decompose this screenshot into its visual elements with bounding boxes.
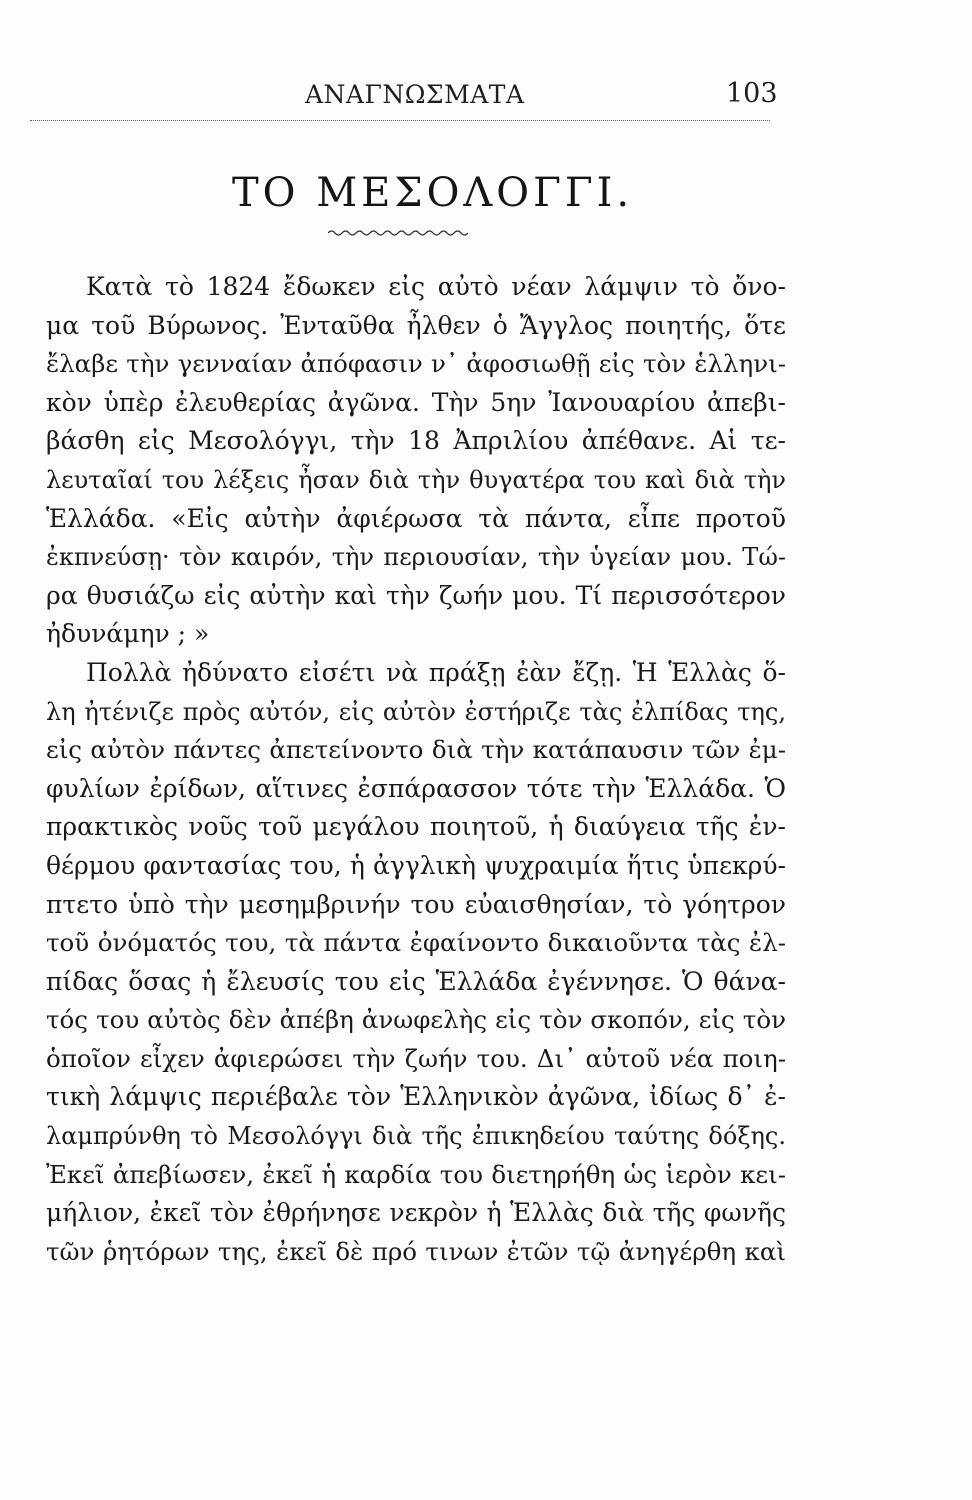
page-number: 103 xyxy=(726,78,778,109)
header-rule xyxy=(30,120,770,121)
text-line: κὸν ὑπὲρ ἐλευθερίας ἀγῶνα. Τὴν 5ην Ἰανουαρίου ἀπεβι- xyxy=(46,387,786,417)
text-line: ἔλαβε τὴν γενναίαν ἀπόφασιν ν᾽ ἀφοσιωθῇ εἰς τὸν ἑλληνι- xyxy=(46,349,786,379)
text-line: εἰς αὐτὸν πάντες ἀπετείνοντο διὰ τὴν κατάπαυσιν τῶν ἐμ- xyxy=(46,735,786,765)
text-line: τοῦ ὀνόματός του, τὰ πάντα ἐφαίνοντο δικαιοῦντα τὰς ἐλ- xyxy=(46,928,786,958)
text-line: Ἐκεῖ ἀπεβίωσεν, ἐκεῖ ἡ καρδία του διετηρήθη ὡς ἱερὸν κει- xyxy=(46,1159,786,1189)
text-line: ρα θυσιάζω εἰς αὐτὴν καὶ τὴν ζωήν μου. Τί περισσότερον xyxy=(46,580,786,610)
wavy-ornament-rule xyxy=(328,228,468,238)
text-line: λη ἠτένιζε πρὸς αὐτόν, εἰς αὐτὸν ἐστήριζε τὰς ἐλπίδας της, xyxy=(46,697,786,726)
text-line: πτετο ὑπὸ τὴν μεσημβρινήν του εὐαισθησίαν, τὸ γόητρον xyxy=(46,889,786,919)
text-line: Κατὰ τὸ 1824 ἔδωκεν εἰς αὐτὸ νέαν λάμψιν τὸ ὄνο- xyxy=(86,272,786,301)
text-line: μα τοῦ Βύρωνος. Ἐνταῦθα ἦλθεν ὁ Ἄγγλος ποιητής, ὅτε xyxy=(46,310,786,340)
text-line: βάσθη εἰς Μεσολόγγι, τὴν 18 Ἀπριλίου ἀπέθανε. Αἱ τε- xyxy=(46,426,786,456)
text-line: Ἑλλάδα. «Εἰς αὐτὴν ἀφιέρωσα τὰ πάντα, εἶπε προτοῦ xyxy=(46,503,786,533)
text-line: θέρμου φαντασίας του, ἡ ἀγγλικὴ ψυχραιμία ἥτις ὑπεκρύ- xyxy=(46,850,786,880)
text-line: ἠδυνάμην ; » xyxy=(46,619,210,649)
text-line: τός του αὐτὸς δὲν ἀπέβη ἀνωφελὴς εἰς τὸν σκοπόν, εἰς τὸν xyxy=(46,1005,786,1035)
text-line: πρακτικὸς νοῦς τοῦ μεγάλου ποιητοῦ, ἡ διαύγεια τῆς ἐν- xyxy=(46,812,786,842)
body-text xyxy=(46,268,786,1271)
running-title: ΑΝΑΓΝΩΣΜΑΤΑ xyxy=(305,80,525,109)
text-line: λαμπρύνθη τὸ Μεσολόγγι διὰ τῆς ἐπικηδείου ταύτης δόξης. xyxy=(46,1122,786,1151)
text-line: πίδας ὅσας ἡ ἔλευσίς του εἰς Ἑλλάδα ἐγέννησε. Ὁ θάνα- xyxy=(46,966,786,996)
text-line: ἐκπνεύσῃ· τὸν καιρόν, τὴν περιουσίαν, τὴν ὑγείαν μου. Τώ- xyxy=(46,543,786,572)
running-head xyxy=(0,72,972,122)
text-line: ὁποῖον εἶχεν ἀφιερώσει τὴν ζωήν του. Δι᾽ αὐτοῦ νέα ποιη- xyxy=(46,1043,786,1073)
text-line: φυλίων ἐρίδων, αἵτινες ἐσπάρασσον τότε τὴν Ἑλλάδα. Ὁ xyxy=(46,773,786,803)
text-line: τῶν ῥητόρων της, ἐκεῖ δὲ πρό τινων ἐτῶν τῷ ἀνηγέρθη καὶ xyxy=(46,1236,786,1266)
text-line: Πολλὰ ἠδύνατο εἰσέτι νὰ πράξῃ ἐὰν ἔζῃ. Ἡ Ἑλλὰς ὅ- xyxy=(86,657,786,687)
text-line: μήλιον, ἐκεῖ τὸν ἐθρήνησε νεκρὸν ἡ Ἑλλὰς διὰ τῆς φωνῆς xyxy=(46,1198,786,1228)
text-line: λευταῖαί του λέξεις ἦσαν διὰ τὴν θυγατέρα του καὶ διὰ τὴν xyxy=(46,465,786,494)
text-line: τικὴ λάμψις περιέβαλε τὸν Ἑλληνικὸν ἀγῶνα, ἰδίως δ᾽ ἐ- xyxy=(46,1082,786,1112)
chapter-title: ΤΟ ΜΕΣΟΛΟΓΓΙ. xyxy=(232,170,634,216)
